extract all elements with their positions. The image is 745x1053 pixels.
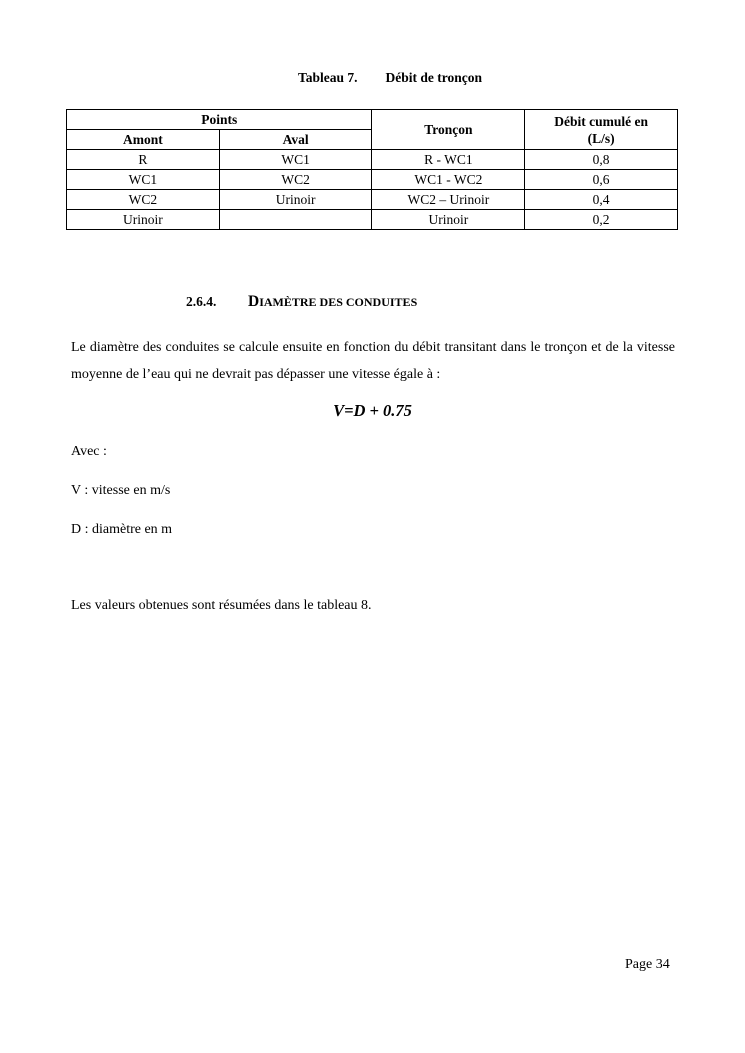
cell-amont: WC2 (67, 190, 220, 210)
cell-aval: WC1 (219, 150, 372, 170)
velocity-formula: V=D + 0.75 (333, 401, 412, 420)
header-troncon: Tronçon (372, 110, 525, 150)
cell-troncon: Urinoir (372, 210, 525, 230)
section-number: 2.6.4. (186, 294, 217, 309)
header-debit-line2: (L/s) (587, 130, 615, 146)
definition-v: V : vitesse en m/s (71, 483, 171, 498)
conclusion-text: Les valeurs obtenues sont résumées dans le tableau 8. (71, 598, 372, 613)
cell-debit: 0,8 (525, 150, 678, 170)
page-number: Page 34 (625, 957, 670, 972)
table-row (67, 190, 678, 210)
header-aval: Aval (219, 130, 372, 150)
definition-d: D : diamètre en m (71, 522, 173, 537)
section-heading (186, 293, 417, 311)
cell-debit: 0,6 (525, 170, 678, 190)
cell-debit: 0,4 (525, 190, 678, 210)
table-row (67, 150, 678, 170)
header-debit-line1: Débit cumulé en (554, 113, 648, 129)
cell-debit: 0,2 (525, 210, 678, 230)
table-caption-title: Débit de tronçon (385, 70, 483, 85)
cell-aval: Urinoir (219, 190, 372, 210)
table-row (67, 170, 678, 190)
table-caption-number: Tableau 7. (297, 70, 358, 85)
section-title-initial: D (248, 293, 260, 310)
avec-label: Avec : (71, 444, 107, 459)
body-paragraph: Le diamètre des conduites se calcule ensuite en fonction du débit transitant dans le tronçon et de la vitesse moyenne de l’eau qui ne devrait pas dépasser une vitesse égale à : (71, 340, 675, 382)
cell-troncon: WC1 - WC2 (372, 170, 525, 190)
cell-aval (219, 210, 372, 230)
cell-troncon: R - WC1 (372, 150, 525, 170)
cell-amont: WC1 (67, 170, 220, 190)
cell-amont: R (67, 150, 220, 170)
cell-aval: WC2 (219, 170, 372, 190)
flow-table (66, 109, 678, 230)
table-caption (0, 70, 745, 86)
header-debit (525, 110, 678, 150)
header-points: Points (67, 110, 372, 130)
section-title-rest: IAMÈTRE DES CONDUITES (259, 295, 418, 309)
header-amont: Amont (67, 130, 220, 150)
cell-troncon: WC2 – Urinoir (372, 190, 525, 210)
table-row (67, 210, 678, 230)
cell-amont: Urinoir (67, 210, 220, 230)
